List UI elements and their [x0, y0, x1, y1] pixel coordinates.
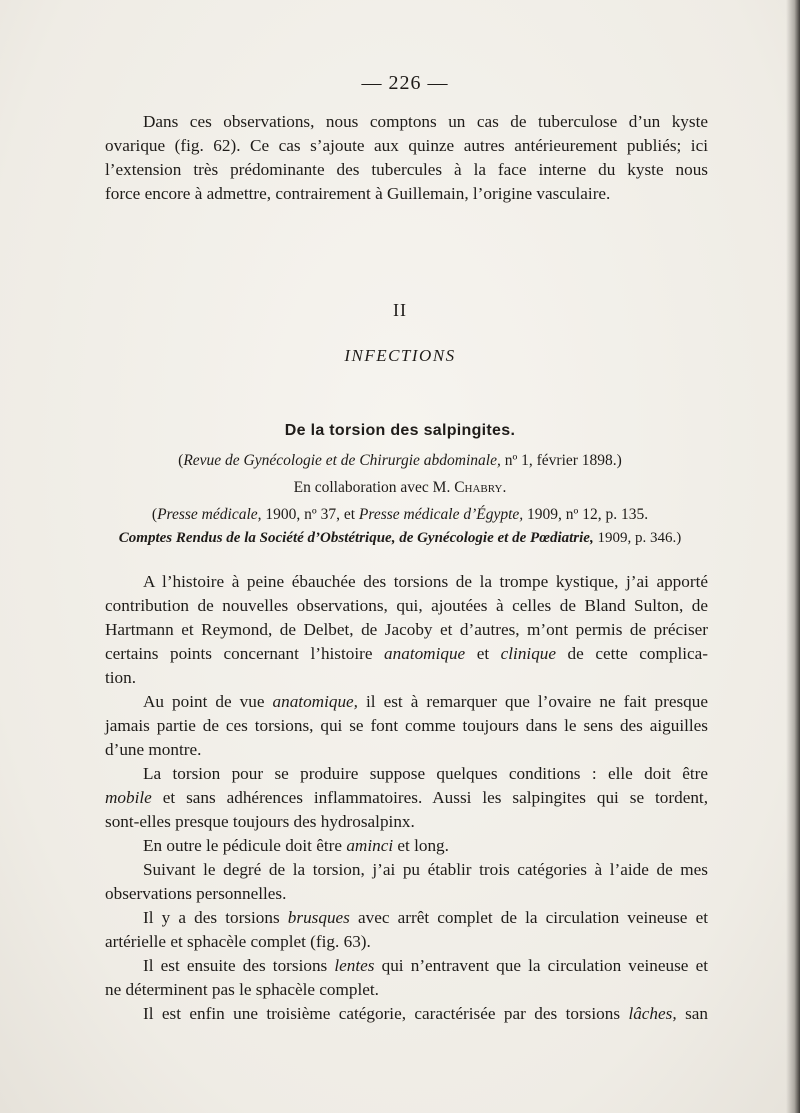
body-paragraph-4: [105, 834, 708, 858]
text-run: de cette complica-: [556, 644, 708, 663]
ref-details: nº 1, février 1898.): [500, 452, 622, 469]
reference-line-2: [0, 506, 800, 524]
text-line: ne déterminent pas le sphacèle complet.: [105, 980, 379, 999]
text-line: Hartmann et Reymond, de Delbet, de Jacoby et d’autres, m’ont permis de préciser: [105, 620, 708, 639]
text-run: certains points concernant l’histoire: [105, 644, 385, 663]
ref-journal: Revue de Gynécologie et de Chirurgie abdominale,: [183, 452, 501, 469]
reference-line-1: [0, 452, 800, 470]
intro-paragraph: [105, 110, 708, 206]
article-title: De la torsion des salpingites.: [284, 422, 516, 439]
page-edge-shadow: [786, 0, 800, 1113]
section-title: INFECTIONS: [344, 346, 456, 365]
text-line: [105, 642, 708, 666]
text-line: [105, 786, 708, 810]
text-run: et: [465, 644, 501, 663]
emphasis: aminci: [346, 836, 394, 855]
text-line: tion.: [105, 668, 137, 687]
text-run: san: [676, 1004, 708, 1023]
ref-open: (: [178, 452, 184, 469]
emphasis: lentes: [334, 956, 375, 975]
text-run: Il est ensuite des torsions: [143, 956, 335, 975]
text-run: et sans adhérences inflammatoires. Aussi les salpingites qui se tordent,: [151, 788, 708, 807]
page-number: — 226 —: [361, 72, 449, 94]
emphasis: clinique: [500, 644, 557, 663]
collaboration-line: [0, 479, 800, 497]
text-line: [105, 954, 708, 978]
text-run: il est à remarquer que l’ovaire ne fait presque: [357, 692, 708, 711]
body-paragraph-1: [105, 570, 708, 690]
body-paragraph-6: [105, 906, 708, 954]
text-line: observations personnelles.: [105, 884, 287, 903]
emphasis: anatomique: [384, 644, 466, 663]
body-paragraph-8: [105, 1002, 708, 1026]
body-paragraph-7: [105, 954, 708, 1002]
text-line: sont-elles presque toujours des hydrosalpinx.: [105, 812, 415, 831]
text-line: force encore à admettre, contrairement à Guillemain, l’origine vasculaire.: [105, 184, 611, 203]
text-line: Dans ces observations, nous comptons un cas de tuberculose d’un kyste: [143, 112, 708, 131]
text-line: [105, 834, 708, 858]
text-run: Il est enfin une troisième catégorie, caractérisée par des torsions: [143, 1004, 629, 1023]
section-number: II: [393, 300, 407, 320]
ref-details: 1900, nº 37, et: [261, 506, 359, 523]
text-run: avec arrêt complet de la circulation veineuse et: [349, 908, 708, 927]
text-run: qui n’entravent que la circulation veineuse et: [374, 956, 708, 975]
collab-name: Chabry.: [454, 479, 507, 496]
collab-text: En collaboration avec M.: [293, 479, 455, 496]
text-run: En outre le pédicule doit être: [143, 836, 347, 855]
text-run: et long.: [393, 836, 449, 855]
text-line: jamais partie de ces torsions, qui se font comme toujours dans le sens des aiguilles: [105, 716, 708, 735]
emphasis: brusques: [287, 908, 350, 927]
text-line: [105, 690, 708, 714]
ref-details: 1909, nº 12, p. 135.: [523, 506, 649, 523]
emphasis: lâches,: [628, 1004, 677, 1023]
body-paragraph-5: [105, 858, 708, 906]
text-line: ovarique (fig. 62). Ce cas s’ajoute aux quinze autres antérieurement publiés; ici: [105, 136, 708, 155]
text-line: La torsion pour se produire suppose quelques conditions : elle doit être: [143, 764, 708, 783]
text-line: [105, 906, 708, 930]
text-line: contribution de nouvelles observations, qui, ajoutées à celles de Bland Sulton, de: [105, 596, 708, 615]
text-line: A l’histoire à peine ébauchée des torsions de la trompe kystique, j’ai apporté: [143, 572, 708, 591]
text-line: artérielle et sphacèle complet (fig. 63).: [105, 932, 371, 951]
text-line: d’une montre.: [105, 740, 202, 759]
text-line: [105, 1002, 708, 1026]
text-run: Au point de vue: [143, 692, 273, 711]
emphasis: anatomique,: [272, 692, 358, 711]
ref-details: 1909, p. 346.): [593, 530, 682, 546]
text-line: l’extension très prédominante des tubercules à la face interne du kyste nous: [105, 160, 708, 179]
emphasis: mobile: [105, 788, 152, 807]
text-run: Il y a des torsions: [143, 908, 288, 927]
text-line: Suivant le degré de la torsion, j’ai pu établir trois catégories à l’aide de mes: [143, 860, 708, 879]
ref-journal: Presse médicale d’Égypte,: [358, 506, 524, 523]
body-paragraph-3: [105, 762, 708, 834]
ref-journal: Presse médicale,: [157, 506, 262, 523]
ref-journal: Comptes Rendus de la Société d’Obstétrique, de Gynécologie et de Pœdiatrie,: [118, 530, 594, 546]
reference-line-3: [0, 530, 800, 547]
ref-open: (: [151, 506, 158, 523]
body-paragraph-2: [105, 690, 708, 762]
